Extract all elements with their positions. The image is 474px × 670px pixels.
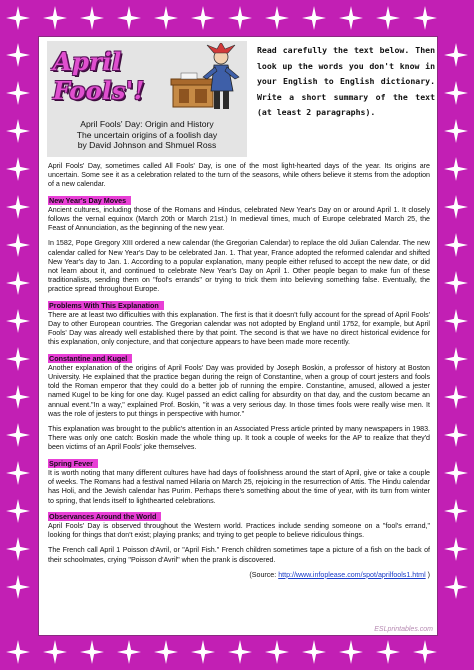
star-shape — [444, 81, 468, 105]
star-shape — [444, 499, 468, 523]
star-shape — [6, 43, 30, 67]
star-shape — [191, 6, 215, 30]
star-shape — [376, 6, 400, 30]
star-shape — [444, 575, 468, 599]
source-citation — [48, 571, 430, 580]
star-shape — [444, 537, 468, 561]
star-shape — [376, 640, 400, 664]
star-shape — [6, 233, 30, 257]
title-box — [47, 41, 247, 157]
star-shape — [6, 385, 30, 409]
jester-at-desk-illustration — [167, 43, 247, 113]
star-shape — [117, 6, 141, 30]
paragraph: There are at least two difficulties with this explanation. The first is that it doesn't fully account for the spread of April Fools' Day to other European countries. The Gregorian calendar was not adopted by England until 1752, for example, but April Fools' Day was already well established there by that point. The second is that we have no direct historical evidence for this explanation, only conjecture, and that conjecture appears to have been made more recently. — [48, 310, 430, 347]
star-shape — [80, 6, 104, 30]
paragraph: April Fools' Day, sometimes called All Fools' Day, is one of the most light-hearted days of the year. Its origins are uncertain. Some see it as a celebration related to the turn of the seasons, while others believe it stems from the adoption of a new calendar. — [48, 162, 430, 189]
star-shape — [228, 640, 252, 664]
star-shape — [444, 195, 468, 219]
star-shape — [6, 81, 30, 105]
star-shape — [302, 640, 326, 664]
source-prefix: (Source: — [249, 570, 279, 579]
star-shape — [444, 43, 468, 67]
star-shape — [6, 309, 30, 333]
star-shape — [6, 271, 30, 295]
star-shape — [6, 195, 30, 219]
star-shape — [444, 423, 468, 447]
star-shape — [154, 640, 178, 664]
star-shape — [413, 6, 437, 30]
subtitle-line: April Fools' Day: Origin and History — [80, 119, 214, 129]
section-heading: Problems With This Explanation — [48, 301, 164, 310]
section-heading: New Year's Day Moves — [48, 196, 131, 205]
source-suffix: ) — [425, 570, 430, 579]
paragraph: Ancient cultures, including those of the Romans and Hindus, celebrated New Year's Day on or around April 1. It closely follows the vernal equinox (March 20th or March 21st.) In medieval times, much of Europe celebrated March 25, the Feast of Annunciation, as the beginning of the new year. — [48, 205, 430, 233]
star-shape — [43, 640, 67, 664]
star-shape — [6, 347, 30, 371]
paragraph: In 1582, Pope Gregory XIII ordered a new calendar (the Gregorian Calendar) to replace the old Julian Calendar. The new calendar called for New Year's Day to be celebrated Jan. 1. That year, France adopted the reformed calendar and shifted New Year's day to Jan. 1. According to a popular explanation, many people either refused to accept the new date, or did not learn about it, and continued to celebrate New Year's Day on April 1. Other people began to make fun of these traditionalists, sending them on "fool's errands" or trying to trick them into believing something false. Eventually, the practice spread throughout Europe. — [48, 239, 430, 294]
star-shape — [444, 271, 468, 295]
star-shape — [413, 640, 437, 664]
section-heading: Spring Fever — [48, 459, 98, 468]
star-shape — [80, 640, 104, 664]
star-shape — [154, 6, 178, 30]
star-shape — [444, 347, 468, 371]
paragraph: It is worth noting that many different cultures have had days of foolishness around the start of April, give or take a couple of weeks. The Romans had a festival named Hilaria on March 25, rejoicing in the resurrection of Attis. The Hindu calendar has Holi, and the Jewish calendar has Purim. Perhaps there's something about the time of year, with its turn from winter to spring, that lends itself to lighthearted celebrations. — [48, 468, 430, 505]
star-shape — [265, 640, 289, 664]
star-shape — [339, 640, 363, 664]
star-shape — [6, 575, 30, 599]
star-shape — [117, 640, 141, 664]
star-shape — [302, 6, 326, 30]
star-shape — [6, 537, 30, 561]
worksheet — [38, 36, 438, 636]
star-shape — [6, 461, 30, 485]
star-shape — [6, 640, 30, 664]
paragraph: Another explanation of the origins of April Fools' Day was provided by Joseph Boskin, a professor of history at Boston University. He explained that the practice began during the reign of Constantine, when a group of court jesters and fools told the Roman emperor that they could do a better job of running the empire. Constantine, amused, allowed a jester named Kugel to be king for one day. Kugel passed an edict calling for absurdity on that day, and the custom became an annual event."In a way," explained Prof. Boskin, "it was a very serious day. In those times fools were really wise men. It was the role of jesters to put things in perspective with humor." — [48, 363, 430, 418]
worksheet-title: April Fools'! — [53, 47, 145, 105]
star-shape — [6, 6, 30, 30]
watermark: ESLprintables.com — [374, 626, 433, 633]
subtitle-line: by David Johnson and Shmuel Ross — [77, 140, 217, 150]
star-shape — [444, 233, 468, 257]
star-shape — [265, 6, 289, 30]
star-shape — [191, 640, 215, 664]
star-shape — [444, 119, 468, 143]
star-shape — [444, 309, 468, 333]
paragraph: The French call April 1 Poisson d'Avril, or "April Fish." French children sometimes tape a picture of a fish on the back of their schoolmates, crying "Poisson d'Avril" when the prank is discovered. — [48, 546, 430, 564]
star-shape — [6, 157, 30, 181]
subtitle — [51, 119, 243, 151]
subtitle-line: The uncertain origins of a foolish day — [76, 129, 218, 140]
instructions-text: Read carefully the text below. Then look up the words you don't know in your English to English dictionary. Write a short summary of the text (at least 2 paragraphs). — [257, 45, 435, 117]
star-shape — [228, 6, 252, 30]
star-shape — [444, 461, 468, 485]
section-heading: Observances Around the World — [48, 512, 161, 521]
star-shape — [444, 157, 468, 181]
paragraph: This explanation was brought to the public's attention in an Associated Press article printed by many newspapers in 1983. There was only one catch: Boskin made the whole thing up. It took a couple of weeks for the AP to realize that they'd been victims of an April Fools' joke themselves. — [48, 425, 430, 452]
star-shape — [6, 499, 30, 523]
paragraph: April Fools' Day is observed throughout the Western world. Practices include sending someone on a "fool's errand," looking for things that don't exist; playing pranks; and trying to get people to believe ridiculous things. — [48, 521, 430, 540]
star-shape — [339, 6, 363, 30]
star-shape — [6, 423, 30, 447]
star-shape — [6, 119, 30, 143]
section-heading: Constantine and Kugel — [48, 354, 132, 363]
star-shape — [43, 6, 67, 30]
article-body — [48, 162, 430, 580]
source-link[interactable]: http://www.infoplease.com/spot/aprilfools1.html — [278, 570, 426, 579]
star-shape — [444, 385, 468, 409]
